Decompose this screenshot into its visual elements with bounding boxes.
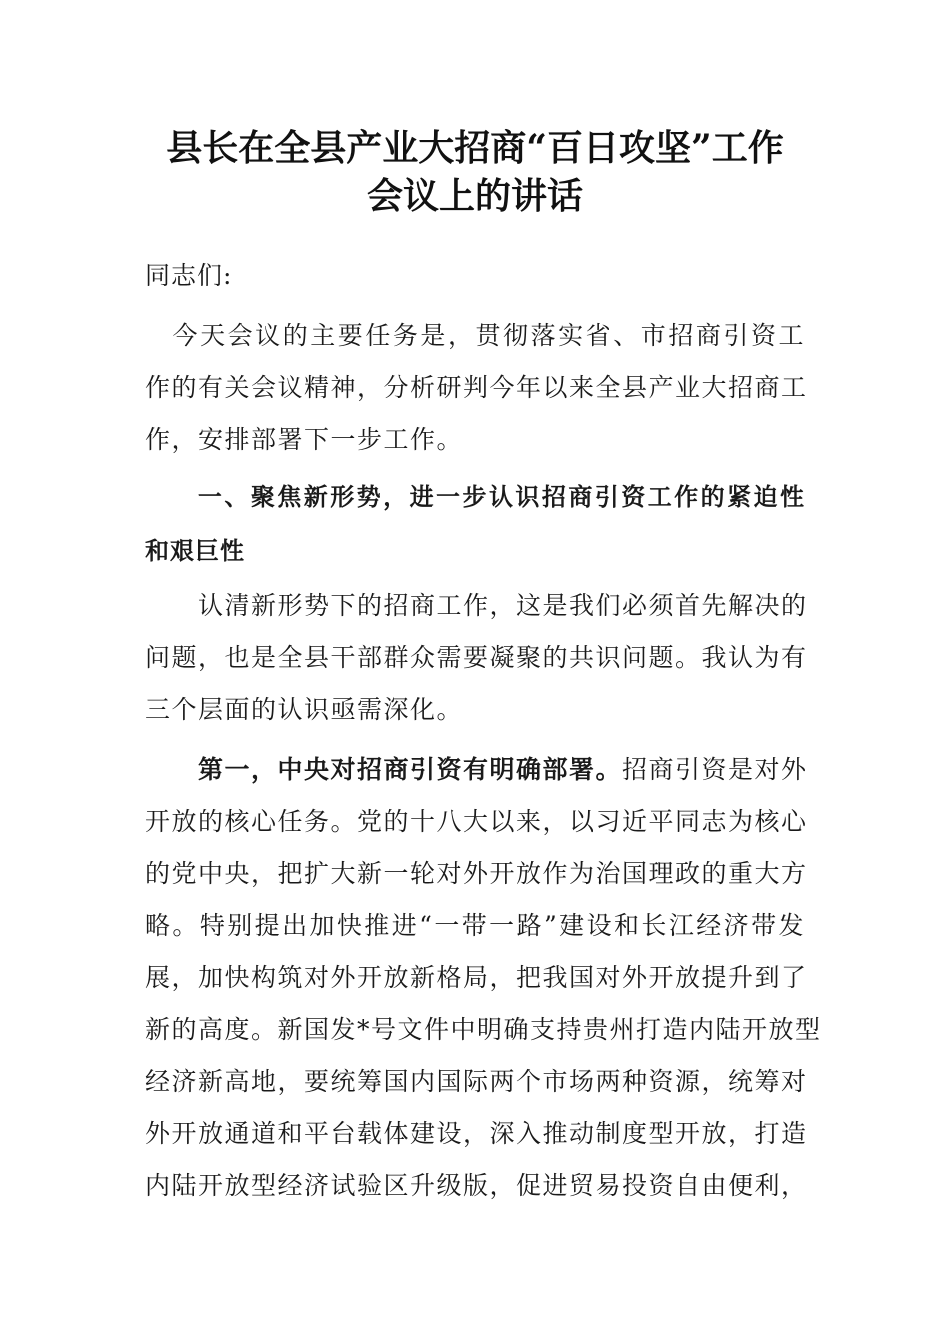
- paragraph-line: 开放的核心任务。党的十八大以来，以习近平同志为核心: [145, 807, 808, 836]
- paragraph-line: 问题，也是全县干部群众需要凝聚的共识问题。我认为有: [145, 643, 808, 672]
- heading-line: 和艰巨性: [145, 537, 245, 565]
- heading-line: 一、聚焦新形势，进一步认识招商引资工作的紧迫性: [145, 483, 805, 511]
- paragraph-line: 外开放通道和平台载体建设，深入推动制度型开放，打造: [145, 1119, 808, 1148]
- paragraph-line: 内陆开放型经济试验区升级版，促进贸易投资自由便利，: [145, 1171, 808, 1200]
- paragraph-line: 作的有关会议精神，分析研判今年以来全县产业大招商工: [145, 373, 808, 402]
- greeting: 同志们:: [145, 261, 233, 290]
- section-heading-1: [145, 470, 805, 578]
- paragraph-line: 的党中央，把扩大新一轮对外开放作为治国理政的重大方: [145, 859, 808, 888]
- paragraph-line: 今天会议的主要任务是，贯彻落实省、市招商引资工: [145, 321, 805, 350]
- point-1-first-line-rest: 招商引资是对外: [622, 755, 808, 784]
- paragraph-line: 展，加快构筑对外开放新格局，把我国对外开放提升到了: [145, 963, 808, 992]
- point-1-lead: 第一，中央对招商引资有明确部署。: [145, 755, 623, 784]
- paragraph-line: 三个层面的认识亟需深化。: [145, 695, 464, 724]
- paragraph-line: [145, 744, 808, 796]
- paragraph-line: 作，安排部署下一步工作。: [145, 425, 464, 454]
- intro-paragraph: [145, 310, 808, 466]
- section-1-paragraph: [145, 580, 808, 736]
- paragraph-line: 认清新形势下的招商工作，这是我们必须首先解决的: [145, 591, 808, 620]
- document-title-line-2: 会议上的讲话: [366, 175, 583, 217]
- point-1-paragraph: [145, 744, 822, 1212]
- paragraph-line: 略。特别提出加快推进“一带一路”建设和长江经济带发: [145, 911, 805, 940]
- paragraph-line: 新的高度。新国发*号文件中明确支持贵州打造内陆开放型: [145, 1015, 822, 1044]
- paragraph-line: 经济新高地，要统筹国内国际两个市场两种资源，统筹对: [145, 1067, 808, 1096]
- document-title-line-1: 县长在全县产业大招商“百日攻坚”工作: [166, 127, 784, 169]
